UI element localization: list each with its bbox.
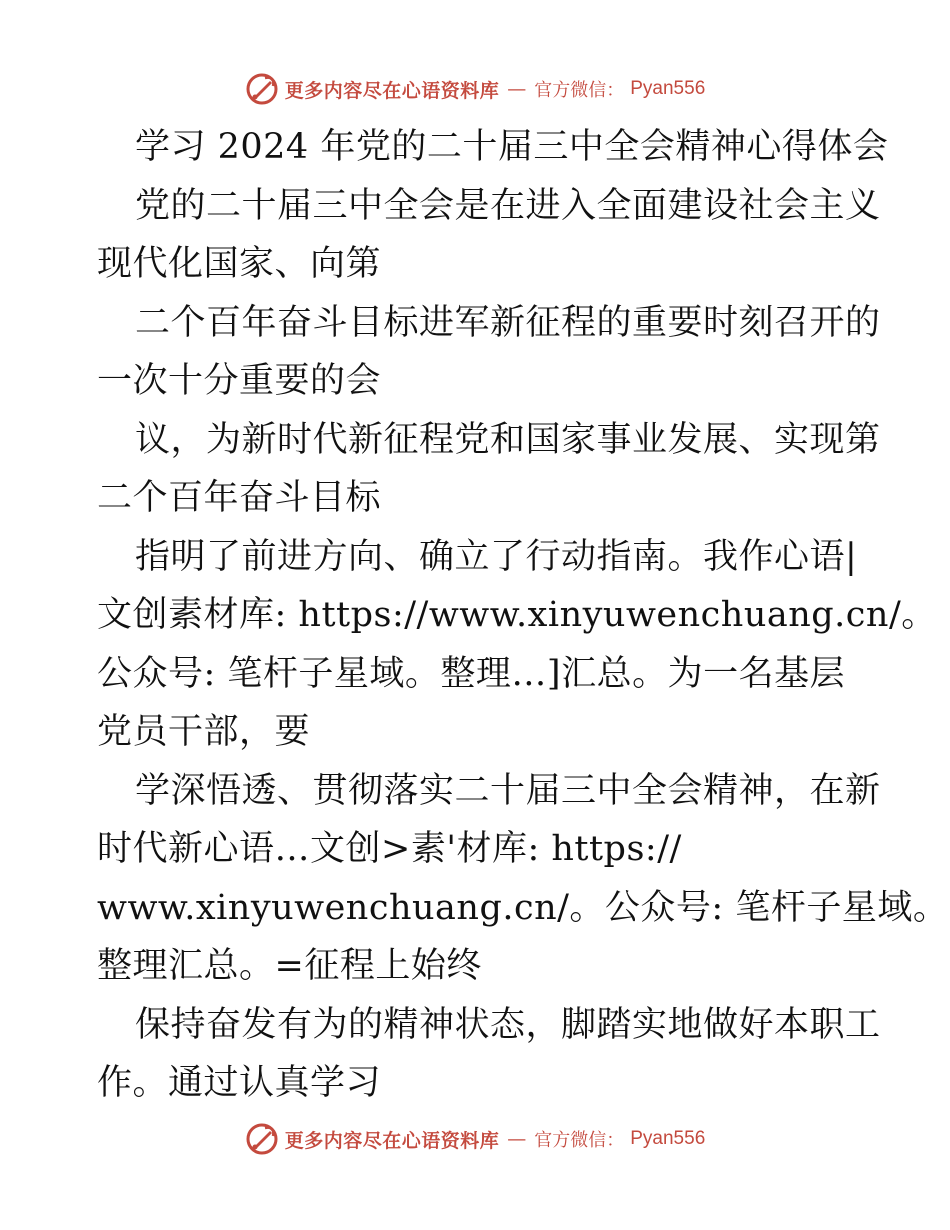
footer-banner bbox=[0, 1122, 950, 1156]
document-line: 现代化国家、向第 bbox=[97, 244, 382, 284]
document-line: 文创素材库: https://www.xinyuwenchuang.cn/。 bbox=[97, 595, 937, 635]
banner-title: 更多内容尽在心语资料库 bbox=[284, 79, 500, 102]
banner-subtitle: 官方微信： bbox=[534, 1130, 625, 1151]
document-line: 党的二十届三中全会是在进入全面建设社会主义 bbox=[135, 185, 881, 226]
document-line: www.xinyuwenchuang.cn/。公众号: 笔杆子星域。 bbox=[97, 887, 949, 928]
header-banner bbox=[0, 72, 950, 106]
banner-title: 更多内容尽在心语资料库 bbox=[284, 1129, 500, 1152]
banner-dash: — bbox=[507, 1128, 527, 1150]
document-line: 议，为新时代新征程党和国家事业发展、实现第 bbox=[135, 419, 881, 460]
banner-wechat-id: Pyan556 bbox=[630, 1128, 706, 1149]
document-line: 时代新心语…文创>素'材库: https:// bbox=[97, 829, 682, 869]
banner-wechat-id: Pyan556 bbox=[630, 78, 706, 99]
document-line: 学深悟透、贯彻落实二十届三中全会精神，在新 bbox=[135, 770, 881, 811]
document-line: 整理汇总。=征程上始终 bbox=[97, 946, 482, 986]
quill-logo-icon bbox=[245, 72, 279, 106]
document-line: 学习 2024 年党的二十届三中全会精神心得体会 bbox=[135, 127, 889, 167]
banner-dash: — bbox=[507, 78, 527, 100]
quill-logo-icon bbox=[245, 1122, 279, 1156]
document-line: 二个百年奋斗目标 bbox=[97, 478, 382, 518]
document-line: 公众号: 笔杆子星域。整理…]汇总。为一名基层 bbox=[97, 653, 846, 694]
document-line: 一次十分重要的会 bbox=[97, 361, 382, 401]
document-line: 指明了前进方向、确立了行动指南。我作心语| bbox=[135, 536, 858, 577]
document-line: 保持奋发有为的精神状态，脚踏实地做好本职工 bbox=[135, 1004, 881, 1045]
document-line: 作。通过认真学习 bbox=[97, 1063, 382, 1103]
document-body bbox=[97, 118, 949, 1113]
document-line: 二个百年奋斗目标进军新征程的重要时刻召开的 bbox=[135, 302, 881, 343]
banner-subtitle: 官方微信： bbox=[534, 80, 625, 101]
document-line: 党员干部，要 bbox=[97, 712, 311, 752]
